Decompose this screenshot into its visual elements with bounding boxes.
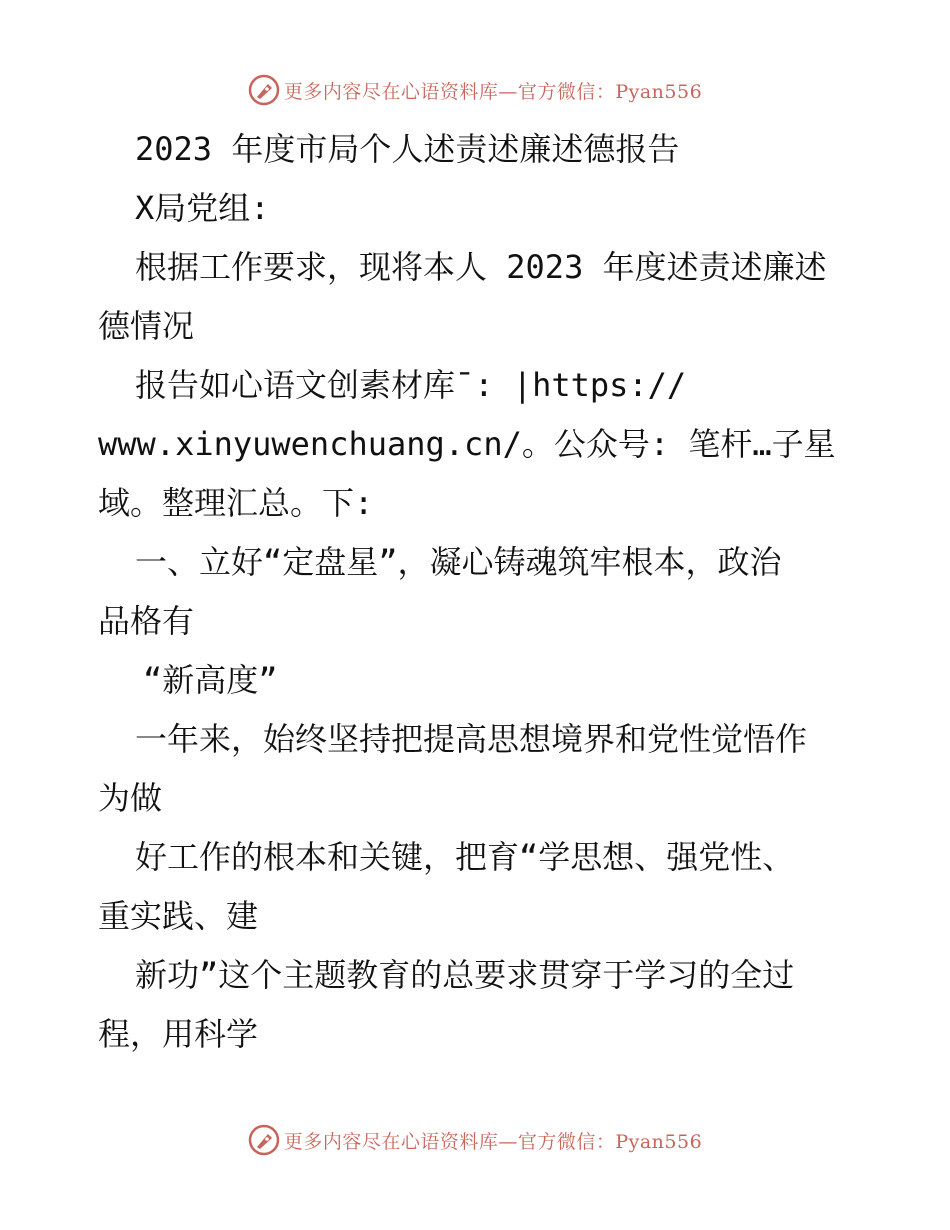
text-line: 一年来，始终坚持把提高思想境界和党性觉悟作 [135, 720, 808, 758]
text-line: 好工作的根本和关键，把育“学思想、强党性、 [135, 838, 795, 876]
text-line: 新功”这个主题教育的总要求贯穿于学习的全过 [135, 956, 795, 994]
text-line: 德情况 [98, 307, 195, 345]
text-line: 报告如心语文创素材库¯: |https:// [135, 366, 687, 404]
section-heading-cont: “新高度” [143, 661, 278, 699]
document-body [98, 120, 858, 1064]
pen-nib-logo-icon [248, 74, 280, 106]
pen-nib-logo-icon [248, 1124, 280, 1156]
text-line: www.xinyuwenchuang.cn/。公众号: 笔杆…子星 [98, 425, 836, 463]
text-line: 为做 [98, 779, 163, 817]
watermark-text: 更多内容尽在心语资料库—官方微信：Pyan556 [283, 80, 703, 103]
section-heading: 一、立好“定盘星”，凝心铸魂筑牢根本，政治 [135, 543, 782, 581]
watermark-text: 更多内容尽在心语资料库—官方微信：Pyan556 [283, 1130, 703, 1153]
footer-watermark-banner [0, 1120, 950, 1160]
text-line: 重实践、建 [98, 897, 259, 935]
section-heading-cont: 品格有 [98, 602, 195, 640]
salutation: X局党组: [135, 189, 270, 227]
text-line: 根据工作要求，现将本人 2023 年度述责述廉述 [135, 248, 827, 286]
text-line: 域。整理汇总。下: [98, 484, 374, 522]
text-line: 程，用科学 [98, 1015, 259, 1053]
header-watermark-banner [0, 70, 950, 110]
document-title: 2023 年度市局个人述责述廉述德报告 [135, 130, 680, 168]
